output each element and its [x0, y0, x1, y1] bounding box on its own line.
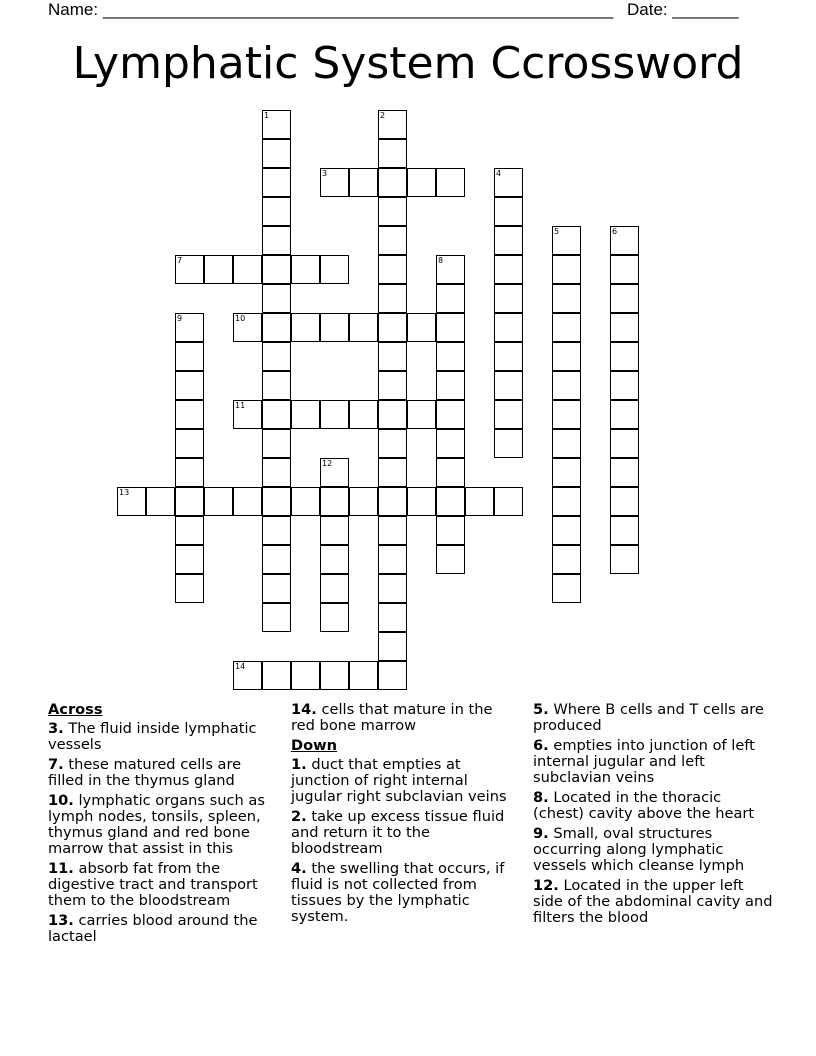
grid-cell[interactable]	[262, 487, 291, 516]
grid-cell[interactable]	[378, 168, 407, 197]
grid-cell[interactable]	[349, 661, 378, 690]
grid-cell[interactable]	[262, 371, 291, 400]
grid-cell[interactable]	[291, 255, 320, 284]
grid-cell[interactable]	[262, 255, 291, 284]
grid-cell[interactable]	[552, 516, 581, 545]
cell-number: 2	[380, 111, 386, 120]
grid-cell[interactable]	[610, 342, 639, 371]
grid-cell[interactable]	[378, 516, 407, 545]
grid-cell[interactable]	[610, 284, 639, 313]
date-label: Date:	[627, 0, 668, 19]
cell-number: 3	[322, 169, 328, 178]
clue-down-4: 4. the swelling that occurs, if fluid is not collected from tissues by the lymphatic system.	[291, 860, 505, 925]
grid-cell[interactable]	[204, 487, 233, 516]
grid-cell[interactable]	[262, 197, 291, 226]
cell-number: 1	[264, 111, 270, 120]
grid-cell[interactable]	[262, 603, 291, 632]
grid-cell[interactable]	[610, 400, 639, 429]
grid-cell[interactable]	[494, 342, 523, 371]
grid-cell[interactable]	[610, 458, 639, 487]
grid-cell[interactable]	[494, 429, 523, 458]
grid-cell[interactable]	[552, 574, 581, 603]
grid-cell[interactable]	[610, 487, 639, 516]
cell-number: 7	[177, 256, 183, 265]
clue-down-1: 1. duct that empties at junction of right internal jugular right subclavian veins	[291, 756, 507, 805]
grid-cell[interactable]	[378, 400, 407, 429]
grid-cell[interactable]	[407, 400, 436, 429]
grid-cell[interactable]	[494, 197, 523, 226]
clue-down-9: 9. Small, oval structures occurring along lymphatic vessels which cleanse lymph	[533, 825, 745, 874]
clue-across-10: 10. lymphatic organs such as lymph nodes, tonsils, spleen, thymus gland and red bone marrow that assist in this	[48, 792, 265, 857]
grid-cell[interactable]	[320, 255, 349, 284]
cell-number: 5	[554, 227, 560, 236]
grid-cell[interactable]	[320, 458, 349, 487]
grid-cell[interactable]	[378, 226, 407, 255]
grid-cell[interactable]	[175, 255, 204, 284]
grid-cell[interactable]	[378, 545, 407, 574]
grid-cell[interactable]	[378, 429, 407, 458]
grid-cell[interactable]	[610, 226, 639, 255]
grid-cell[interactable]	[291, 400, 320, 429]
grid-cell[interactable]	[436, 487, 465, 516]
grid-cell[interactable]	[552, 487, 581, 516]
grid-cell[interactable]	[320, 603, 349, 632]
grid-cell[interactable]	[349, 168, 378, 197]
grid-cell[interactable]	[233, 255, 262, 284]
grid-cell[interactable]	[436, 371, 465, 400]
grid-cell[interactable]	[378, 603, 407, 632]
grid-cell[interactable]	[204, 255, 233, 284]
grid-cell[interactable]	[291, 487, 320, 516]
grid-cell[interactable]	[262, 168, 291, 197]
grid-cell[interactable]	[552, 255, 581, 284]
grid-cell[interactable]	[494, 284, 523, 313]
grid-cell[interactable]	[436, 168, 465, 197]
grid-cell[interactable]	[349, 400, 378, 429]
grid-cell[interactable]	[349, 313, 378, 342]
clue-down-6: 6. empties into junction of left internal jugular and left subclavian veins	[533, 737, 755, 786]
grid-cell[interactable]	[175, 400, 204, 429]
grid-cell[interactable]	[378, 574, 407, 603]
grid-cell[interactable]	[552, 284, 581, 313]
cell-number: 9	[177, 314, 183, 323]
clues-column-2	[291, 702, 519, 929]
grid-cell[interactable]	[175, 371, 204, 400]
clues-column-1	[48, 702, 276, 949]
grid-cell[interactable]	[175, 458, 204, 487]
grid-cell[interactable]	[378, 110, 407, 139]
grid-cell[interactable]	[552, 313, 581, 342]
grid-cell[interactable]	[378, 632, 407, 661]
grid-cell[interactable]	[436, 516, 465, 545]
grid-cell[interactable]	[494, 371, 523, 400]
grid-cell[interactable]	[320, 516, 349, 545]
grid-cell[interactable]	[320, 487, 349, 516]
clue-across-13: 13. carries blood around the lactael	[48, 912, 258, 945]
grid-cell[interactable]	[262, 661, 291, 690]
grid-cell[interactable]	[436, 284, 465, 313]
grid-cell[interactable]	[436, 429, 465, 458]
grid-cell[interactable]	[610, 255, 639, 284]
grid-cell[interactable]	[175, 429, 204, 458]
grid-cell[interactable]	[262, 342, 291, 371]
grid-cell[interactable]	[262, 110, 291, 139]
clue-across-11: 11. absorb fat from the digestive tract and transport them to the bloodstream	[48, 860, 258, 909]
cell-number: 6	[612, 227, 618, 236]
grid-cell[interactable]	[494, 313, 523, 342]
grid-cell[interactable]	[436, 545, 465, 574]
grid-cell[interactable]	[436, 342, 465, 371]
grid-cell[interactable]	[378, 458, 407, 487]
clue-across-3: 3. The fluid inside lymphatic vessels	[48, 720, 257, 753]
grid-cell[interactable]	[552, 458, 581, 487]
grid-cell[interactable]	[436, 313, 465, 342]
grid-cell[interactable]	[378, 371, 407, 400]
grid-cell[interactable]	[175, 487, 204, 516]
grid-cell[interactable]	[233, 400, 262, 429]
grid-cell[interactable]	[262, 545, 291, 574]
grid-cell[interactable]	[552, 400, 581, 429]
cell-number: 4	[496, 169, 502, 178]
grid-cell[interactable]	[262, 400, 291, 429]
cell-number: 14	[235, 662, 246, 671]
grid-cell[interactable]	[378, 661, 407, 690]
grid-cell[interactable]	[378, 284, 407, 313]
grid-cell[interactable]	[552, 342, 581, 371]
grid-cell[interactable]	[320, 168, 349, 197]
grid-cell[interactable]	[436, 255, 465, 284]
clues-column-3	[533, 702, 773, 930]
grid-cell[interactable]	[291, 313, 320, 342]
grid-cell[interactable]	[262, 284, 291, 313]
grid-cell[interactable]	[262, 574, 291, 603]
grid-cell[interactable]	[552, 429, 581, 458]
grid-cell[interactable]	[378, 139, 407, 168]
grid-cell[interactable]	[378, 313, 407, 342]
clue-across-7: 7. these matured cells are filled in the thymus gland	[48, 756, 242, 789]
grid-cell[interactable]	[494, 226, 523, 255]
grid-cell[interactable]	[552, 371, 581, 400]
grid-cell[interactable]	[349, 487, 378, 516]
grid-cell[interactable]	[494, 487, 523, 516]
grid-cell[interactable]	[378, 487, 407, 516]
clue-across-14: 14. cells that mature in the red bone marrow	[291, 701, 493, 734]
cell-number: 8	[438, 256, 444, 265]
clue-down-5: 5. Where B cells and T cells are produced	[533, 701, 764, 734]
across-heading: Across	[48, 701, 103, 718]
grid-cell[interactable]	[262, 313, 291, 342]
grid-cell[interactable]	[436, 458, 465, 487]
grid-cell[interactable]	[552, 545, 581, 574]
grid-cell[interactable]	[494, 168, 523, 197]
grid-cell[interactable]	[320, 313, 349, 342]
grid-cell[interactable]	[378, 342, 407, 371]
grid-cell[interactable]	[407, 313, 436, 342]
grid-cell[interactable]	[262, 429, 291, 458]
grid-cell[interactable]	[175, 574, 204, 603]
grid-cell[interactable]	[175, 516, 204, 545]
grid-cell[interactable]	[233, 313, 262, 342]
grid-cell[interactable]	[610, 371, 639, 400]
grid-cell[interactable]	[494, 255, 523, 284]
date-line: _______	[672, 0, 739, 19]
clue-down-12: 12. Located in the upper left side of the abdominal cavity and filters the blood	[533, 877, 773, 926]
grid-cell[interactable]	[262, 139, 291, 168]
grid-cell[interactable]	[146, 487, 175, 516]
grid-cell[interactable]	[465, 487, 494, 516]
grid-cell[interactable]	[262, 226, 291, 255]
grid-cell[interactable]	[407, 168, 436, 197]
clue-down-8: 8. Located in the thoracic (chest) cavity above the heart	[533, 789, 755, 822]
grid-cell[interactable]	[175, 313, 204, 342]
grid-cell[interactable]	[320, 400, 349, 429]
grid-cell[interactable]	[233, 487, 262, 516]
grid-cell[interactable]	[610, 545, 639, 574]
grid-cell[interactable]	[320, 661, 349, 690]
grid-cell[interactable]	[320, 574, 349, 603]
grid-cell[interactable]	[552, 226, 581, 255]
grid-cell[interactable]	[320, 545, 349, 574]
grid-cell[interactable]	[291, 661, 320, 690]
grid-cell[interactable]	[378, 255, 407, 284]
clue-down-2: 2. take up excess tissue fluid and return it to the bloodstream	[291, 808, 505, 857]
grid-cell[interactable]	[175, 545, 204, 574]
grid-cell[interactable]	[610, 313, 639, 342]
grid-cell[interactable]	[378, 197, 407, 226]
name-label: Name:	[48, 0, 99, 19]
page-title: Lymphatic System Ccrossword	[72, 38, 744, 89]
grid-cell[interactable]	[610, 516, 639, 545]
grid-cell[interactable]	[494, 400, 523, 429]
down-heading: Down	[291, 737, 338, 754]
grid-cell[interactable]	[436, 400, 465, 429]
grid-cell[interactable]	[407, 487, 436, 516]
grid-cell[interactable]	[610, 429, 639, 458]
grid-cell[interactable]	[117, 487, 146, 516]
grid-cell[interactable]	[262, 516, 291, 545]
cell-number: 10	[235, 314, 246, 323]
cell-number: 13	[119, 488, 130, 497]
name-line: ______________________________________________________	[102, 0, 614, 19]
cell-number: 12	[322, 459, 333, 468]
cell-number: 11	[235, 401, 246, 410]
grid-cell[interactable]	[262, 458, 291, 487]
grid-cell[interactable]	[233, 661, 262, 690]
grid-cell[interactable]	[175, 342, 204, 371]
